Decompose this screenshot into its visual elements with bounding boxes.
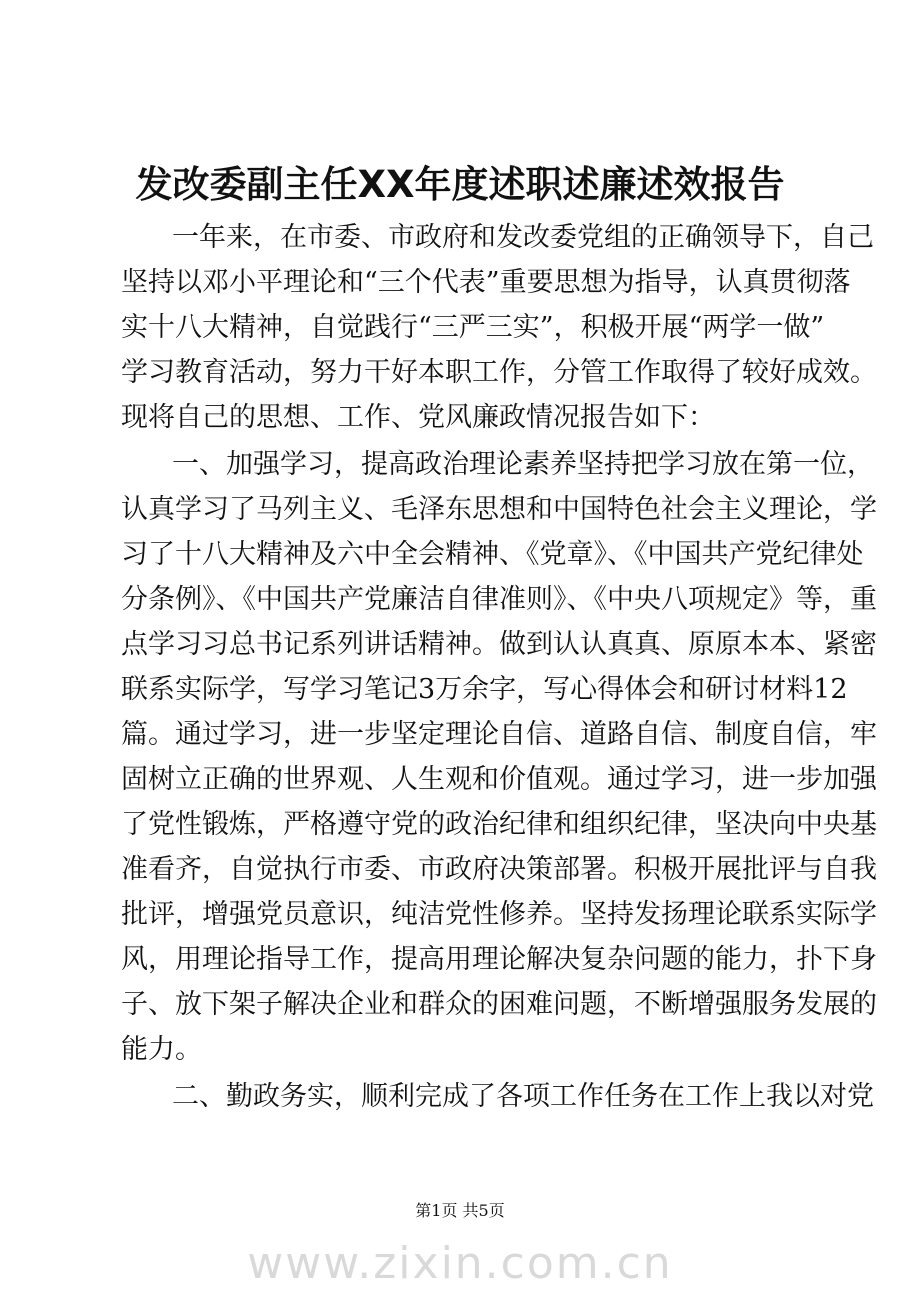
- text-line: 准看齐，自觉执行市委、市政府决策部署。积极开展批评与自我: [121, 854, 877, 885]
- text-line: 篇。通过学习，进一步坚定理论自信、道路自信、制度自信，牢: [121, 719, 877, 750]
- text-line: 能力。: [121, 1034, 202, 1065]
- watermark: www.zixin.com.cn: [247, 1238, 673, 1289]
- text-line: 子、放下架子解决企业和群众的困难问题，不断增强服务发展的: [121, 989, 877, 1020]
- text-line: 了党性锻炼，严格遵守党的政治纪律和组织纪律，坚决向中央基: [121, 809, 877, 840]
- text-line: 点学习习总书记系列讲话精神。做到认认真真、原原本本、紧密: [121, 629, 877, 660]
- page-footer: 第1页 共5页: [415, 1201, 505, 1220]
- text-line: 一年来，在市委、市政府和发改委党组的正确领导下，自己: [172, 222, 874, 253]
- text-line: 认真学习了马列主义、毛泽东思想和中国特色社会主义理论，学: [121, 494, 877, 525]
- text-line: 学习教育活动，努力干好本职工作，分管工作取得了较好成效。: [121, 357, 877, 388]
- text-line: 风，用理论指导工作，提高用理论解决复杂问题的能力，扑下身: [121, 944, 877, 975]
- text-line: 一、加强学习，提高政治理论素养坚持把学习放在第一位，: [172, 449, 874, 480]
- text-line: 批评，增强党员意识，纯洁党性修养。坚持发扬理论联系实际学: [121, 899, 877, 930]
- text-line: 实十八大精神，自觉践行“三严三实”，积极开展“两学一做”: [121, 312, 825, 343]
- text-line: 习了十八大精神及六中全会精神、《党章》、《中国共产党纪律处: [121, 539, 864, 570]
- text-line: 固树立正确的世界观、人生观和价值观。通过学习，进一步加强: [121, 764, 877, 795]
- text-line: 二、勤政务实，顺利完成了各项工作任务在工作上我以对党: [172, 1081, 874, 1112]
- text-line: 坚持以邓小平理论和“三个代表”重要思想为指导，认真贯彻落: [121, 267, 851, 298]
- text-line: 现将自己的思想、工作、党风廉政情况报告如下：: [121, 402, 715, 433]
- document-title: 发改委副主任XX年度述职述廉述效报告: [135, 163, 785, 206]
- text-line: 联系实际学，写学习笔记3万余字，写心得体会和研讨材料12: [121, 674, 848, 705]
- text-line: 分条例》、《中国共产党廉洁自律准则》、《中央八项规定》等，重: [121, 584, 877, 615]
